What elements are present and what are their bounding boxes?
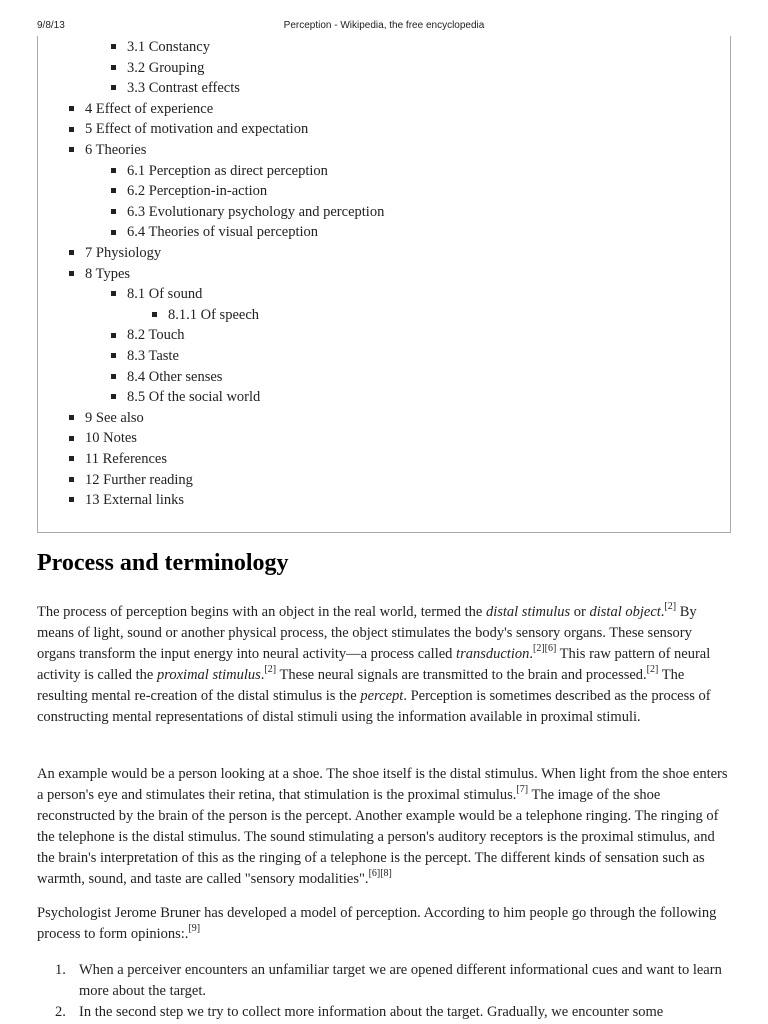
bullet-icon	[111, 353, 116, 358]
toc-item[interactable]	[69, 244, 161, 262]
toc-link[interactable]: 11 References	[85, 451, 167, 467]
text: or	[570, 604, 590, 620]
toc-item[interactable]	[111, 368, 222, 386]
bruner-steps-list	[37, 960, 737, 1023]
text: Psychologist Jerome Bruner has developed a model of perception. According to him people go through the following process to form opinions:.	[37, 905, 717, 942]
toc-item[interactable]	[69, 471, 193, 489]
list-number: 2.	[55, 1004, 66, 1020]
toc-item[interactable]	[111, 326, 185, 344]
citation-link[interactable]: [2]	[646, 664, 659, 676]
text: The image of the shoe reconstructed by the brain of the person is the percept. Another example would be a telephone ringing. The ringing of the telephone is the distal stimulus. The sound stimulating a person's auditory receptors is the proximal stimulus, and the brain's interpretation of this as the ringing of a telephone is the percept. The different kinds of sensation such as warmth, sound, and taste are called "sensory modalities".	[37, 787, 719, 887]
list-item-text: When a perceiver encounters an unfamiliar target we are opened different informational cues and want to learn more about the target.	[79, 962, 722, 999]
text: .	[260, 667, 265, 683]
bullet-icon	[152, 312, 157, 317]
toc-link[interactable]: 8.5 Of the social world	[127, 389, 261, 406]
toc-item[interactable]	[111, 59, 204, 77]
bullet-icon	[111, 65, 116, 70]
toc-item[interactable]	[111, 182, 267, 200]
toc-item[interactable]	[111, 38, 210, 56]
toc-link[interactable]: 8.1.1 Of speech	[168, 306, 260, 323]
bullet-icon	[111, 209, 116, 214]
term-distal-stimulus: distal stimulus	[485, 604, 571, 620]
toc-item[interactable]	[69, 265, 130, 283]
toc-item[interactable]	[111, 347, 179, 365]
bullet-icon	[69, 477, 74, 482]
toc-item[interactable]	[111, 285, 202, 303]
bullet-icon	[69, 271, 74, 276]
text: .	[529, 646, 533, 662]
bullet-icon	[111, 85, 116, 90]
bullet-icon	[69, 415, 74, 420]
toc-item[interactable]	[69, 450, 167, 468]
text: By means of light, sound or another physical process, the object stimulates the body's sensory organs. These sensory organs transform the input energy into neural activity—a process called	[37, 604, 697, 662]
text: An example would be a person looking at a shoe. The shoe itself is the distal stimulus. When light from the shoe enters a person's eye and stimulates their retina, that stimulation is the proximal stimulus.	[37, 766, 728, 803]
bullet-icon	[69, 456, 74, 461]
bullet-icon	[111, 374, 116, 379]
term-distal-object: distal object	[589, 604, 661, 620]
toc-item[interactable]	[111, 79, 240, 97]
list-item	[37, 1002, 737, 1023]
text: These neural signals are transmitted to the brain and processed.	[276, 667, 647, 683]
term-percept: percept	[360, 688, 404, 704]
bullet-icon	[69, 250, 74, 255]
toc-item[interactable]	[69, 120, 308, 138]
bullet-icon	[111, 333, 116, 338]
toc-link[interactable]: 6 Theories	[85, 142, 147, 158]
list-item	[37, 960, 737, 1002]
toc-link[interactable]: 6.4 Theories of visual perception	[127, 224, 318, 241]
toc-item[interactable]	[111, 203, 384, 221]
toc-link[interactable]: 3.1 Constancy	[127, 39, 210, 55]
toc-item[interactable]	[69, 409, 144, 427]
toc-item[interactable]	[111, 388, 260, 406]
list-item-text: In the second step we try to collect more information about the target. Gradually, we encounter some	[79, 1004, 664, 1020]
term-proximal-stimulus: proximal stimulus	[157, 667, 261, 683]
toc-link[interactable]: 13 External links	[85, 492, 185, 509]
print-header	[0, 0, 768, 34]
toc-link[interactable]: 7 Physiology	[85, 245, 162, 261]
text: This raw pattern of neural activity is called the	[37, 646, 711, 683]
bullet-icon	[111, 44, 116, 49]
print-date: 9/8/13	[37, 20, 65, 31]
toc-link[interactable]: 4 Effect of experience	[85, 100, 214, 117]
text: . Perception is sometimes described as the process of constructing mental representations of distal stimuli using the information available in proximal stimuli.	[37, 688, 711, 725]
toc-link[interactable]: 8.2 Touch	[127, 327, 185, 344]
toc-item[interactable]	[69, 141, 146, 159]
bullet-icon	[111, 188, 116, 193]
toc-link[interactable]: 5 Effect of motivation and expectation	[85, 121, 309, 138]
toc-item[interactable]	[69, 491, 184, 509]
toc-link[interactable]: 10 Notes	[85, 430, 137, 447]
toc-item[interactable]	[69, 100, 213, 118]
bullet-icon	[111, 168, 116, 173]
text: The resulting mental re-creation of the distal stimulus is the	[37, 667, 685, 704]
toc-link[interactable]: 8.4 Other senses	[127, 368, 223, 385]
toc-link[interactable]: 8.3 Taste	[127, 348, 179, 364]
citation-link[interactable]: [2][6]	[532, 643, 557, 655]
bullet-icon	[111, 230, 116, 235]
toc-link[interactable]: 3.2 Grouping	[127, 59, 205, 76]
citation-link[interactable]: [2]	[264, 664, 277, 676]
bullet-icon	[69, 147, 74, 152]
toc-link[interactable]: 9 See also	[85, 409, 144, 426]
toc-link[interactable]: 8 Types	[85, 265, 131, 282]
citation-link[interactable]: [2]	[664, 601, 677, 613]
bullet-icon	[111, 291, 116, 296]
toc-link[interactable]: 6.2 Perception-in-action	[127, 183, 268, 200]
paragraph-example	[37, 764, 732, 890]
toc-link[interactable]: 12 Further reading	[85, 471, 193, 488]
paragraph-definition	[37, 602, 732, 728]
citation-link[interactable]: [6][8]	[368, 868, 392, 880]
citation-link[interactable]: [7]	[516, 784, 529, 796]
toc-item[interactable]	[111, 162, 328, 180]
list-number: 1.	[55, 962, 66, 978]
toc-item[interactable]	[152, 306, 259, 324]
bullet-icon	[69, 436, 74, 441]
toc-link[interactable]: 6.1 Perception as direct perception	[127, 162, 328, 179]
toc-link[interactable]: 6.3 Evolutionary psychology and perception	[127, 203, 385, 220]
section-heading: Process and terminology	[37, 550, 289, 576]
paragraph-bruner	[37, 903, 732, 945]
toc-link[interactable]: 3.3 Contrast effects	[127, 80, 240, 97]
bullet-icon	[69, 127, 74, 132]
text: .	[660, 604, 665, 620]
text: The process of perception begins with an object in the real world, termed the	[37, 604, 486, 620]
toc-link[interactable]: 8.1 Of sound	[127, 286, 203, 303]
bullet-icon	[111, 394, 116, 399]
toc-item[interactable]	[69, 429, 137, 447]
citation-link[interactable]: [9]	[188, 923, 201, 935]
print-page-title: Perception - Wikipedia, the free encyclopedia	[283, 20, 485, 31]
toc-item[interactable]	[111, 223, 318, 241]
bullet-icon	[69, 106, 74, 111]
term-transduction: transduction	[456, 646, 530, 662]
table-of-contents	[37, 36, 731, 533]
bullet-icon	[69, 497, 74, 502]
